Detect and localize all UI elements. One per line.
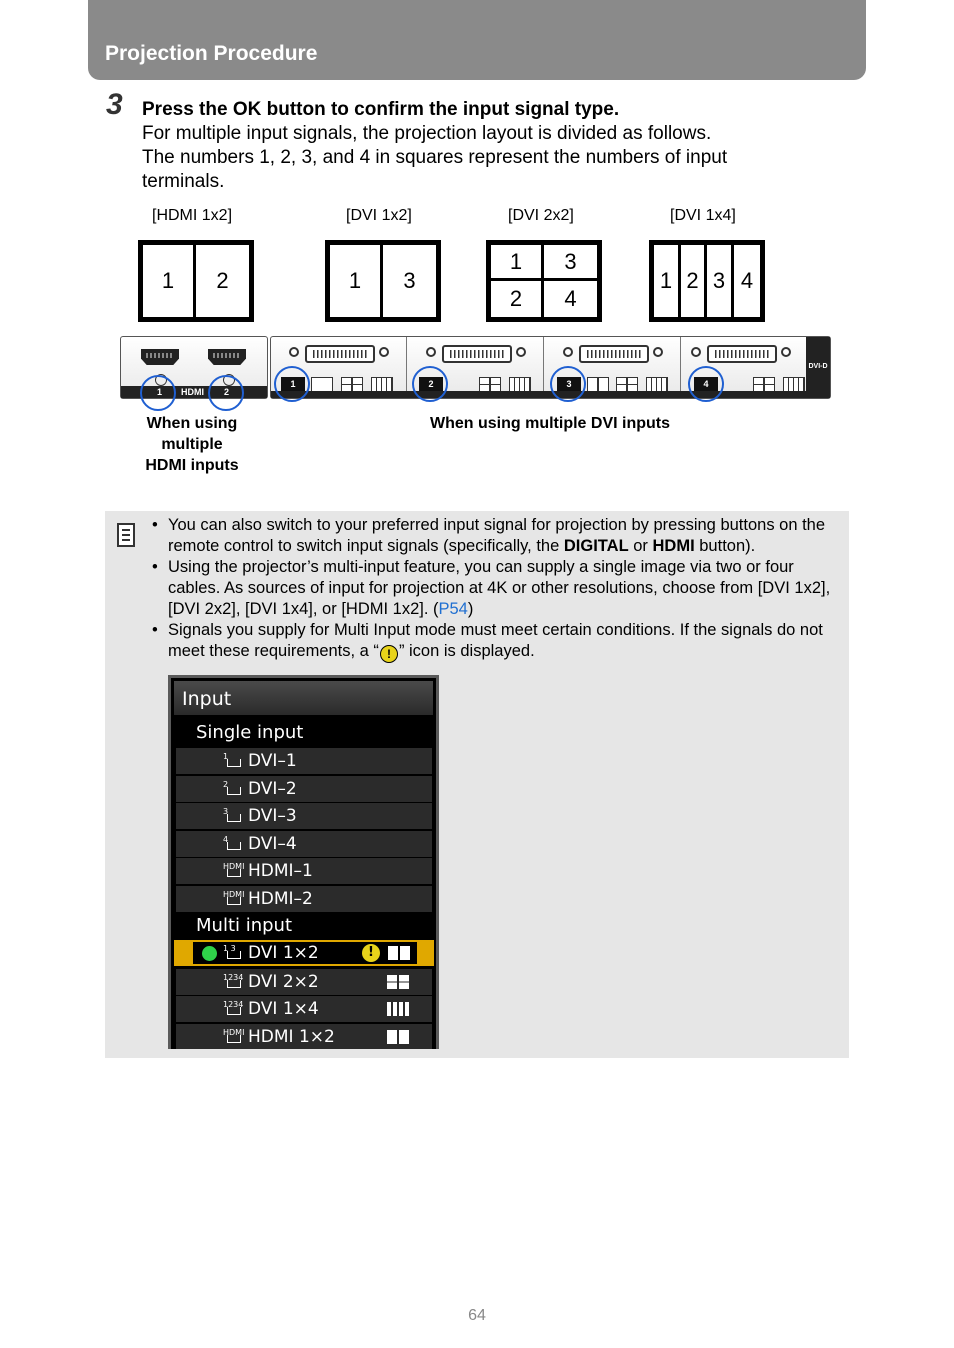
hdmi-port-number: 1 xyxy=(157,387,163,397)
screw-icon xyxy=(289,347,299,357)
dvi-port-number: 2 xyxy=(419,377,443,391)
menu-item-dvi-2x2[interactable]: 1234 DVI 2×2 xyxy=(176,969,432,995)
layout-cell: 3 xyxy=(544,245,597,281)
panel-divider xyxy=(543,337,544,398)
layout-cell: 3 xyxy=(403,268,416,293)
layout-mini-icon xyxy=(783,377,805,392)
note-item: • Signals you supply for Multi Input mode must meet certain conditions. If the signals do not meet these requirements, a “ ! ” icon is displayed. xyxy=(151,620,841,663)
page-header xyxy=(88,0,866,80)
layout-mini-icon xyxy=(616,377,638,392)
highlight-circle xyxy=(688,366,724,402)
note-list xyxy=(151,515,841,663)
menu-item-hdmi-1[interactable]: HDMI HDMI–1 xyxy=(176,858,432,884)
layout-diagram-hdmi-1x2 xyxy=(138,240,254,322)
layout-cell: 1 xyxy=(491,245,544,281)
screw-icon xyxy=(691,347,701,357)
input-icon: 4 xyxy=(223,836,241,851)
highlight-circle xyxy=(140,375,176,411)
input-menu xyxy=(168,675,439,1049)
input-icon: 1 xyxy=(223,753,241,768)
step-title: Press the OK button to confirm the input signal type. xyxy=(142,99,620,120)
layout-mini-icon xyxy=(341,377,363,392)
hdmi-icon: HDMI xyxy=(223,891,241,906)
layout-cell: 2 xyxy=(216,268,229,293)
layout-cell: 3 xyxy=(707,245,734,317)
hdmi-icon: HDMI xyxy=(223,863,241,878)
input-icon: 1234 xyxy=(223,1001,241,1016)
layout-cell: 4 xyxy=(564,286,577,311)
step-text xyxy=(142,98,832,194)
memo-icon xyxy=(117,523,135,547)
menu-item-dvi-3[interactable]: 3 DVI–3 xyxy=(176,803,432,829)
caption-line: HDMI inputs xyxy=(145,457,239,474)
layout-2x2-icon xyxy=(387,975,409,989)
menu-section-single: Single input xyxy=(196,722,304,743)
menu-item-hdmi-1x2[interactable]: HDMI HDMI 1×2 xyxy=(176,1024,432,1049)
panel-divider xyxy=(406,337,407,398)
highlight-circle xyxy=(550,366,586,402)
layout-1x2-icon xyxy=(387,1030,409,1044)
highlight-circle xyxy=(412,366,448,402)
step-body-line: The numbers 1, 2, 3, and 4 in squares represent the numbers of input xyxy=(142,147,728,168)
layout-cell: 1 xyxy=(330,245,383,317)
layout-mini-icon xyxy=(587,377,609,392)
menu-item-dvi-4[interactable]: 4 DVI–4 xyxy=(176,831,432,857)
dvi-port-3 xyxy=(579,345,649,363)
caption-line: When using xyxy=(146,415,238,432)
screw-icon xyxy=(516,347,526,357)
page-number: 64 xyxy=(468,1307,486,1324)
layout-label-hdmi-1x2: [HDMI 1x2] xyxy=(152,207,233,224)
menu-item-hdmi-2[interactable]: HDMI HDMI–2 xyxy=(176,886,432,912)
hdmi-icon: HDMI xyxy=(223,1029,241,1044)
caption-dvi: When using multiple DVI inputs xyxy=(430,415,670,432)
dvi-port-number: 3 xyxy=(557,377,581,391)
layout-label-dvi-1x2: [DVI 1x2] xyxy=(346,207,412,224)
highlight-circle xyxy=(274,366,310,402)
screw-icon xyxy=(426,347,436,357)
menu-item-dvi-1x4[interactable]: 1234 DVI 1×4 xyxy=(176,996,432,1022)
layout-mini-icon xyxy=(753,377,775,392)
dvi-port-1 xyxy=(305,345,375,363)
note-item: • Using the projector’s multi-input feature, you can supply a single image via two or four cables. As sources of input for projection at 4K or other resolutions, choose from [DVI 1x2], [DVI 2x2], [DVI 1x4], or [HDMI 1x2]. (P54) xyxy=(151,557,841,620)
dvi-port-2 xyxy=(442,345,512,363)
dvi-port-4 xyxy=(707,345,777,363)
layout-mini-icon xyxy=(646,377,668,392)
step-body-line: terminals. xyxy=(142,171,225,192)
layout-diagram-dvi-2x2 xyxy=(486,240,602,322)
screw-icon xyxy=(563,347,573,357)
warning-icon: ! xyxy=(380,645,398,663)
step-number: 3 xyxy=(106,88,123,121)
layout-cell: 1 xyxy=(654,245,681,317)
layout-diagram-dvi-1x2 xyxy=(325,240,441,322)
menu-title: Input xyxy=(174,681,433,715)
menu-item-dvi-2[interactable]: 2 DVI–2 xyxy=(176,776,432,802)
dvi-port-number: 1 xyxy=(281,377,305,391)
dvi-port-number: 4 xyxy=(694,377,718,391)
menu-section-multi: Multi input xyxy=(196,915,293,936)
layout-mini-icon xyxy=(479,377,501,392)
screw-icon xyxy=(781,347,791,357)
screw-icon xyxy=(379,347,389,357)
section-title: Projection Procedure xyxy=(105,42,318,65)
layout-label-dvi-1x4: [DVI 1x4] xyxy=(670,207,736,224)
caption-line: multiple xyxy=(161,436,223,453)
active-dot-icon xyxy=(202,946,217,961)
hdmi-port-2 xyxy=(208,349,246,365)
warning-icon: ! xyxy=(362,944,380,962)
caption-hdmi xyxy=(120,413,264,476)
step-body-line: For multiple input signals, the projection layout is divided as follows. xyxy=(142,123,712,144)
hdmi-port-number: 2 xyxy=(224,387,230,397)
input-icon: 3 xyxy=(223,808,241,823)
note-item: • You can also switch to your preferred input signal for projection by pressing buttons on the remote control to switch input signals (specifically, the DIGITAL or HDMI button). xyxy=(151,515,841,557)
menu-item-dvi-1[interactable]: 1 DVI–1 xyxy=(176,748,432,774)
layout-diagram-dvi-1x4 xyxy=(649,240,765,322)
layout-1x4-icon xyxy=(387,1002,409,1016)
layout-cell: 1 xyxy=(143,245,196,317)
dvi-d-label: DVI-D xyxy=(806,337,830,398)
panel-strip xyxy=(271,391,806,398)
menu-item-dvi-1x2[interactable]: 1 3 DVI 1×2 ! xyxy=(174,940,434,966)
screw-icon xyxy=(653,347,663,357)
layout-cell: 4 xyxy=(740,268,754,293)
layout-mini-icon xyxy=(371,377,393,392)
input-icon: 1234 xyxy=(223,974,241,989)
layout-1x2-icon xyxy=(388,946,410,960)
hdmi-port-1 xyxy=(141,349,179,365)
layout-mini-icon xyxy=(311,377,333,392)
highlight-circle xyxy=(208,375,244,411)
page-link[interactable]: P54 xyxy=(438,600,468,618)
hdmi-label: HDMI xyxy=(181,387,204,397)
layout-cell: 2 xyxy=(681,245,707,317)
layout-cell: 2 xyxy=(491,281,544,317)
panel-divider xyxy=(680,337,681,398)
layout-mini-icon xyxy=(509,377,531,392)
layout-label-dvi-2x2: [DVI 2x2] xyxy=(508,207,574,224)
input-icon: 1 3 xyxy=(223,945,241,960)
input-icon: 2 xyxy=(223,781,241,796)
